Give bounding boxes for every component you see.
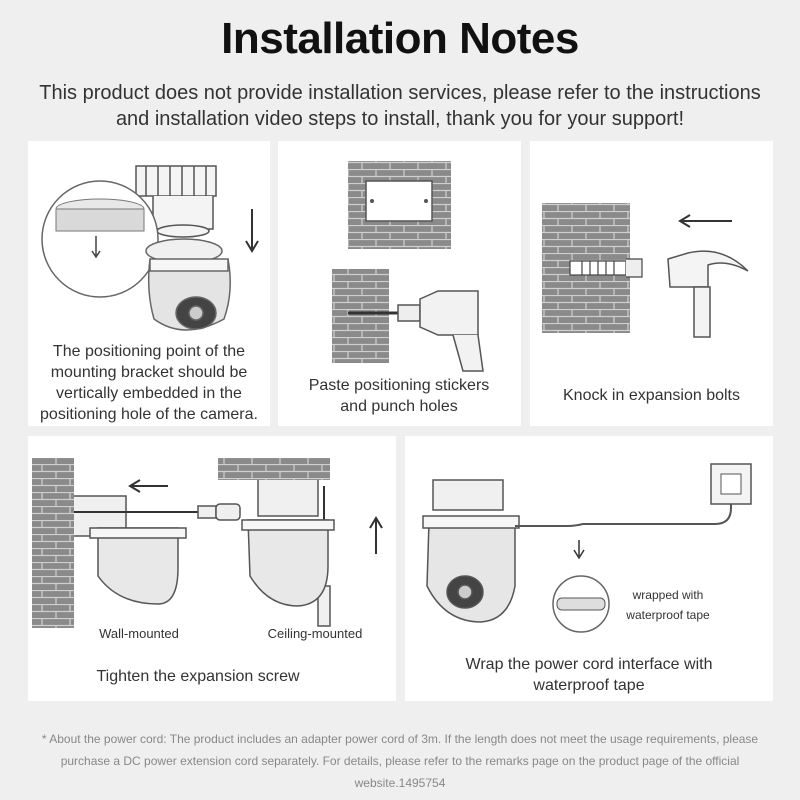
camera-icon — [146, 239, 230, 330]
step-panel-waterproof — [405, 436, 773, 701]
hammer-icon — [668, 251, 748, 337]
step-caption: Wrap the power cord interface with waterproof tape — [465, 656, 713, 694]
waterproof-callout: wrapped with waterproof tape — [626, 588, 710, 622]
arrow-left-icon — [680, 215, 732, 227]
step-panel-tighten — [28, 436, 396, 701]
step-caption: The positioning point of the mounting bracket should be vertically embedded in the positioning hole of the camera. — [40, 343, 258, 423]
arrow-left-icon — [130, 480, 168, 492]
step-panel-hammer — [530, 141, 773, 426]
step-caption: Paste positioning stickers and punch holes — [308, 377, 490, 415]
page-subtitle: This product does not provide installation services, please refer to the instructions and installation video steps to install, thank you for your support! — [39, 82, 761, 130]
brick-wall-icon — [332, 269, 389, 363]
page-title: Installation Notes — [221, 14, 579, 63]
zoom-detail-icon — [42, 181, 158, 297]
wall-camera-icon — [74, 496, 240, 604]
step-caption: Knock in expansion bolts — [563, 387, 740, 404]
wall-mounted-label: Wall-mounted — [99, 626, 179, 641]
arrow-down-icon — [246, 209, 258, 251]
ceiling-camera-icon — [242, 480, 334, 626]
brick-ceiling-icon — [218, 458, 330, 480]
power-cord-note: * About the power cord: The product includes an adapter power cord of 3m. If the length does not meet the usage requirements, please purchase a DC power extension cord separately. For details, please refer to the remarks page on the product page of the official website.1495754 — [41, 732, 759, 790]
camera-icon — [423, 480, 519, 622]
tighten-screw-illustration — [28, 436, 396, 701]
ceiling-mounted-label: Ceiling-mounted — [267, 626, 363, 641]
expansion-bolt-icon — [570, 259, 642, 277]
brick-wall-icon — [32, 458, 74, 628]
step-panel-drill — [278, 141, 521, 426]
step-caption: Tighten the expansion screw — [96, 668, 300, 685]
arrow-up-icon — [370, 518, 382, 554]
step-panel-bracket — [28, 141, 270, 426]
power-cord-icon — [515, 490, 731, 526]
positioning-sticker-icon — [366, 181, 432, 221]
hammer-illustration — [530, 141, 773, 426]
